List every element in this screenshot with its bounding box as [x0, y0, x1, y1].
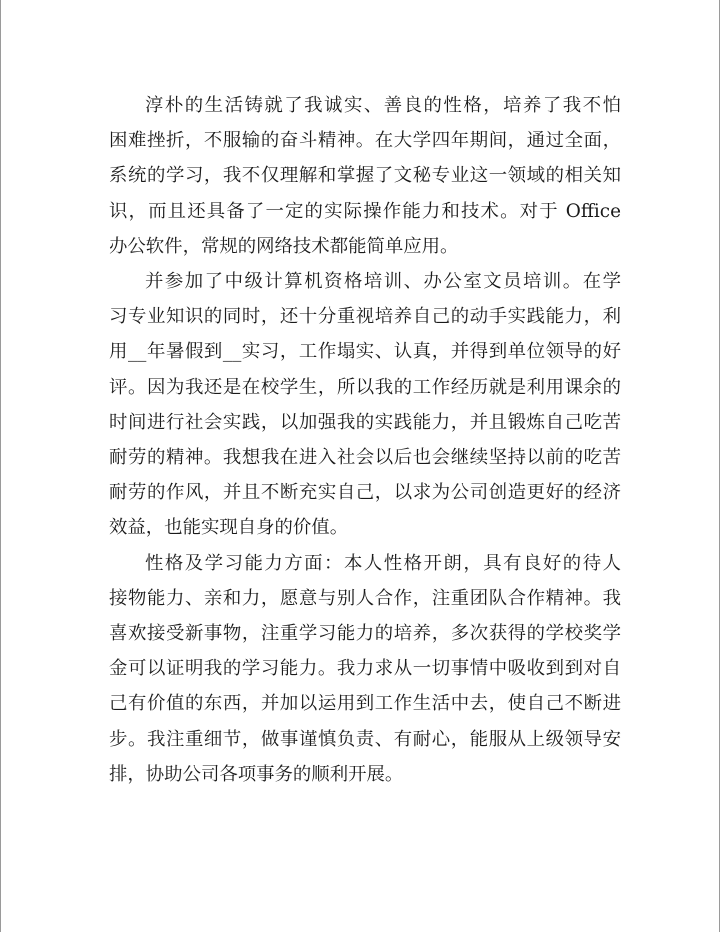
paragraph-line: 用__年暑假到__实习，工作塌实、认真，并得到单位领导的好 [109, 341, 621, 363]
paragraph-line: 习专业知识的同时，还十分重视培养自己的动手实践能力，利 [109, 306, 621, 328]
paragraph-line: 耐劳的精神。我想我在进入社会以后也会继续坚持以前的吃苦 [109, 447, 621, 469]
paragraph-line: 系统的学习，我不仅理解和掌握了文秘专业这一领域的相关知 [109, 165, 621, 187]
paragraph-line: 步。我注重细节，做事谨慎负责、有耐心，能服从上级领导安 [109, 728, 621, 750]
paragraph-line: 时间进行社会实践，以加强我的实践能力，并且锻炼自己吃苦 [109, 411, 621, 433]
paragraph-2 [109, 264, 621, 546]
paragraph-line: 并参加了中级计算机资格培训、办公室文员培训。在学 [145, 271, 621, 293]
paragraph-line: 排，协助公司各项事务的顺利开展。 [109, 763, 404, 785]
paragraph-line: 己有价值的东西，并加以运用到工作生活中去，使自己不断进 [109, 693, 621, 715]
paragraph-1 [109, 88, 621, 264]
paragraph-line: 性格及学习能力方面：本人性格开朗，具有良好的待人 [145, 552, 621, 574]
paragraph-line: 评。因为我还是在校学生，所以我的工作经历就是利用课余的 [109, 376, 621, 398]
paragraph-line: 办公软件，常规的网络技术都能简单应用。 [109, 235, 459, 257]
paragraph-line: 耐劳的作风，并且不断充实自己，以求为公司创造更好的经济 [109, 482, 621, 504]
paragraph-3 [109, 546, 621, 792]
paragraph-line: 喜欢接受新事物，注重学习能力的培养，多次获得的学校奖学 [109, 623, 621, 645]
paragraph-line: 金可以证明我的学习能力。我力求从一切事情中吸收到到对自 [109, 658, 621, 680]
paragraph-line: 识，而且还具备了一定的实际操作能力和技术。对于 Office [109, 200, 621, 222]
paragraph-line: 效益，也能实现自身的价值。 [109, 517, 349, 539]
paragraph-line: 困难挫折，不服输的奋斗精神。在大学四年期间，通过全面， [109, 130, 621, 152]
document-body [109, 88, 621, 792]
paragraph-line: 接物能力、亲和力，愿意与别人合作，注重团队合作精神。我 [109, 587, 621, 609]
paragraph-line: 淳朴的生活铸就了我诚实、善良的性格，培养了我不怕 [145, 95, 621, 116]
